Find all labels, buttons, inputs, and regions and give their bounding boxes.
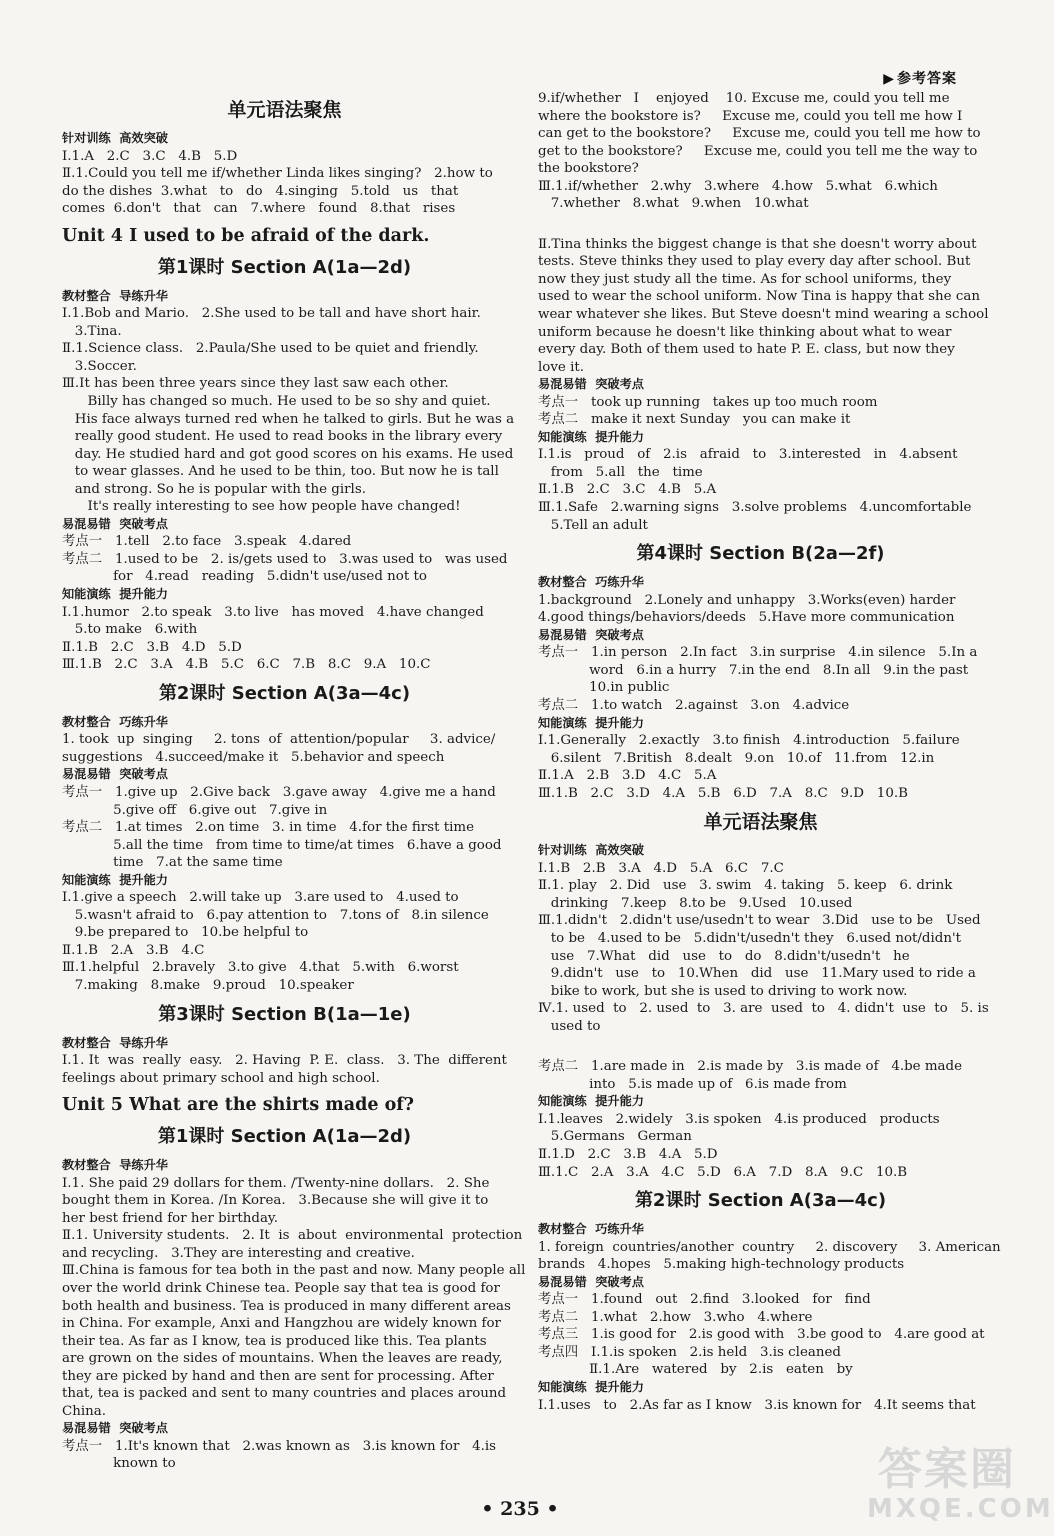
answer-line: her best friend for her birthday. xyxy=(62,1210,278,1226)
subheading: 知能演练 提升能力 xyxy=(538,1380,644,1394)
answer-line: Ⅰ.1.is proud of 2.is afraid to 3.interested in 4.absent xyxy=(538,447,958,463)
u4-section2-title: 第2课时 Section A(3a—4c) xyxy=(158,682,411,704)
answer-block xyxy=(62,148,507,218)
answer-line: Ⅱ.1.Are watered by 2.is eaten by xyxy=(538,1362,853,1378)
subheading: 教材整合 导练升华 xyxy=(62,1035,168,1050)
subheading: 知能演练 提升能力 xyxy=(538,715,644,730)
answer-block xyxy=(538,1239,1001,1274)
answer-line: 9.be prepared to 10.be helpful to xyxy=(62,925,309,941)
answer-block xyxy=(62,784,507,872)
answer-line: 考点三 1.is good for 2.is good with 3.be good to 4.are good at xyxy=(538,1327,985,1343)
answer-line: 7.whether 8.what 9.when 10.what xyxy=(538,196,809,212)
answer-block xyxy=(538,236,989,376)
answer-line: His face always turned red when he talked to girls. But he was a xyxy=(62,411,515,427)
answer-block xyxy=(538,446,983,534)
answer-line: over the world drink Chinese tea. People say that tea is good for xyxy=(62,1280,500,1296)
answer-line: Ⅰ.1.Bob and Mario. 2.She used to be tall and have short hair. xyxy=(62,306,481,322)
answer-line: used to xyxy=(538,1018,601,1034)
answer-line: brands 4.hopes 5.making high-technology products xyxy=(538,1257,905,1273)
subheading: 易混易错 突破考点 xyxy=(538,377,644,392)
answer-line: 考点一 took up running takes up too much room xyxy=(538,394,878,410)
answer-line: to wear glasses. And he used to be thin, too. But now he is tall xyxy=(62,464,499,480)
answer-line: China. xyxy=(62,1403,107,1419)
answer-line: really good student. He used to read books in the library every xyxy=(62,429,503,445)
answer-line: 1. took up singing 2. tons of attention/popular 3. advice/ xyxy=(62,732,496,748)
u4-section1-title: 第1课时 Section A(1a—2d) xyxy=(157,256,412,278)
watermark-logo xyxy=(867,1444,1054,1530)
answer-line: feelings about primary school and high school. xyxy=(62,1070,380,1086)
answer-line: Ⅲ.China is famous for tea both in the past and now. Many people all xyxy=(62,1263,526,1279)
answer-block xyxy=(538,1397,983,1415)
answer-line: they are picked by hand and then are sent for processing. After xyxy=(62,1368,494,1384)
answer-line: Billy has changed so much. He used to be so shy and quiet. xyxy=(62,394,491,410)
answer-line: now they just study all the time. As for school uniforms, they xyxy=(538,271,952,287)
answer-line: 考点二 1.are made in 2.is made by 3.is made of 4.be made xyxy=(538,1059,963,1075)
subheading: 教材整合 巧练升华 xyxy=(62,714,168,729)
subheading: 知能演练 提升能力 xyxy=(62,587,168,602)
grammar-title-left: 单元语法聚焦 xyxy=(227,99,342,121)
answer-line: tests. Steve thinks they used to play every day after school. But xyxy=(538,254,971,270)
answer-line: get to the bookstore? Excuse me, could you tell me the way to xyxy=(538,143,978,159)
answer-line: their tea. As far as I know, tea is produced like this. Tea plants xyxy=(62,1333,487,1349)
answer-line: Ⅲ.1.Safe 2.warning signs 3.solve problems 4.uncomfortable xyxy=(538,500,972,516)
answer-line: 4.good things/behaviors/deeds 5.Have more communication xyxy=(538,610,955,626)
answer-line: Ⅱ.1.A 2.B 3.D 4.C 5.A xyxy=(538,768,717,784)
answer-line: Ⅲ.1.helpful 2.bravely 3.to give 4.that 5.with 6.worst xyxy=(62,960,459,976)
answer-line: 1. foreign countries/another country 2. discovery 3. American xyxy=(538,1239,1001,1255)
answer-line: Ⅱ.1.Science class. 2.Paula/She used to be quiet and friendly. xyxy=(62,341,479,357)
answer-line: 考点一 1.It's known that 2.was known as 3.is known for 4.is xyxy=(62,1438,497,1454)
answer-line: 5.give off 6.give out 7.give in xyxy=(62,802,328,818)
subheading: 教材整合 导练升华 xyxy=(62,288,168,303)
subheading: 教材整合 巧练升华 xyxy=(538,1222,644,1237)
answer-line: to be 4.used to be 5.didn't/usedn't they 6.used not/didn't xyxy=(538,930,962,946)
u4-section4-title: 第4课时 Section B(2a—2f) xyxy=(636,543,885,565)
answer-block xyxy=(62,533,507,586)
answer-line: 考点二 1.used to be 2. is/gets used to 3.was used to was used xyxy=(62,551,508,567)
answer-block xyxy=(62,1438,507,1473)
answer-line: suggestions 4.succeed/make it 5.behavior and speech xyxy=(62,749,445,765)
answer-line: are grown on the sides of mountains. When the leaves are ready, xyxy=(62,1351,503,1367)
answer-line: Ⅱ.1.D 2.C 3.B 4.A 5.D xyxy=(538,1146,718,1162)
answer-line: Ⅰ.1. It was really easy. 2. Having P. E. class. 3. The different xyxy=(62,1053,507,1069)
answer-block xyxy=(538,592,983,627)
answer-line: Ⅳ.1. used to 2. used to 3. are used to 4. didn't use to 5. is xyxy=(538,1001,989,1017)
answer-line: 5.all the time from time to time/at times 6.have a good xyxy=(62,837,502,853)
column-gap xyxy=(538,1035,983,1052)
page-number: • 235 • xyxy=(481,1498,559,1520)
subheading: 针对训练 高效突破 xyxy=(62,131,168,145)
answer-block xyxy=(538,1058,983,1093)
watermark-top: 答案圈 xyxy=(878,1444,1016,1495)
answer-line: known to xyxy=(62,1456,176,1472)
answer-line: both health and business. Tea is produced in many different areas xyxy=(62,1298,511,1314)
answer-line: used to wear the school uniform. Now Tina is happy that she can xyxy=(538,289,980,305)
answer-line: It's really interesting to see how people have changed! xyxy=(62,499,461,515)
answer-line: Ⅱ.1.B 2.C 3.B 4.D 5.D xyxy=(62,639,242,655)
subheading: 知能演练 提升能力 xyxy=(62,872,168,887)
watermark-bottom: MXQE.COM xyxy=(867,1494,1054,1524)
u5-section1-title: 第1课时 Section A(1a—2d) xyxy=(157,1126,412,1148)
answer-block xyxy=(62,305,515,516)
answer-line: and strong. So he is popular with the girls. xyxy=(62,481,366,497)
answer-line: Ⅰ.1.uses to 2.As far as I know 3.is known for 4.It seems that xyxy=(538,1397,976,1413)
answer-line: 考点一 1.tell 2.to face 3.speak 4.dared xyxy=(62,534,352,550)
answer-line: that, tea is packed and sent to many countries and places around xyxy=(62,1386,507,1402)
answer-line: Ⅰ.1. She paid 29 dollars for them. /Twenty-nine dollars. 2. She xyxy=(62,1175,490,1191)
answer-line: 5.Germans German xyxy=(538,1129,692,1145)
answer-block xyxy=(538,90,983,213)
answer-block xyxy=(62,889,507,994)
right-column xyxy=(538,90,1001,1414)
answer-line: 考点二 1.what 2.how 3.who 4.where xyxy=(538,1309,813,1325)
subheading: 易混易错 突破考点 xyxy=(538,1274,644,1289)
answer-line: Ⅰ.1.Generally 2.exactly 3.to finish 4.introduction 5.failure xyxy=(538,733,960,749)
answer-line: 5.to make 6.with xyxy=(62,622,198,638)
subheading: 知能演练 提升能力 xyxy=(538,429,644,444)
answer-line: do the dishes 3.what to do 4.singing 5.told us that xyxy=(62,183,459,199)
answer-line: 5.Tell an adult xyxy=(538,517,648,533)
answer-line: Ⅰ.1.give a speech 2.will take up 3.are used to 4.used to xyxy=(62,890,459,906)
answer-line: into 5.is made up of 6.is made from xyxy=(538,1076,847,1092)
answer-line: time 7.at the same time xyxy=(62,855,283,871)
answer-block xyxy=(538,732,983,802)
answer-line: 6.silent 7.British 8.dealt 9.on 10.of 11.from 12.in xyxy=(538,750,935,766)
answer-key-tag xyxy=(883,68,957,88)
answer-line: 3.Tina. xyxy=(62,323,122,339)
answer-line: Ⅱ.1. University students. 2. It is about environmental protection xyxy=(62,1228,523,1244)
subheading: 易混易错 突破考点 xyxy=(62,1421,168,1436)
answer-line: 考点四 Ⅰ.1.is spoken 2.is held 3.is cleaned xyxy=(538,1344,841,1360)
answer-line: Ⅱ.1. play 2. Did use 3. swim 4. taking 5. keep 6. drink xyxy=(538,878,953,894)
answer-line: comes 6.don't that can 7.where found 8.that rises xyxy=(62,201,456,217)
answer-line: Ⅲ.1.B 2.C 3.D 4.A 5.B 6.D 7.A 8.C 9.D 10.B xyxy=(538,785,908,801)
grammar-title-right: 单元语法聚焦 xyxy=(703,811,818,834)
answer-line: 1.background 2.Lonely and unhappy 3.Works(even) harder xyxy=(538,592,956,608)
answer-block xyxy=(62,1052,507,1087)
answer-block xyxy=(538,644,983,714)
column-gap xyxy=(538,213,983,230)
answer-line: bike to work, but she is used to driving to work now. xyxy=(538,983,908,999)
answer-line: wear whatever she likes. But Steve doesn't mind wearing a school xyxy=(538,307,989,323)
subheading: 易混易错 突破考点 xyxy=(62,767,168,782)
answer-line: love it. xyxy=(538,359,585,375)
answer-line: where the bookstore is? Excuse me, could you tell me how I xyxy=(538,108,963,124)
answer-line: Ⅲ.1.if/whether 2.why 3.where 4.how 5.what 6.which xyxy=(538,178,938,194)
answer-line: 7.making 8.make 9.proud 10.speaker xyxy=(62,977,354,993)
answer-line: can get to the bookstore? Excuse me, could you tell me how to xyxy=(538,126,981,142)
answer-line: in China. For example, Anxi and Hangzhou are widely known for xyxy=(62,1316,501,1332)
answer-line: 10.in public xyxy=(538,680,670,696)
answer-line: 考点二 1.to watch 2.against 3.on 4.advice xyxy=(538,697,850,713)
page-number-value: 235 xyxy=(500,1498,540,1520)
answer-line: from 5.all the time xyxy=(538,464,703,480)
unit4-title: Unit 4 I used to be afraid of the dark. xyxy=(62,225,430,246)
answer-key-label: 参考答案 xyxy=(897,71,957,87)
answer-line: the bookstore? xyxy=(538,161,639,177)
subheading: 教材整合 导练升华 xyxy=(62,1158,168,1173)
u4-section3-title: 第3课时 Section B(1a—1e) xyxy=(158,1003,411,1025)
answer-line: bought them in Korea. /In Korea. 3.Because she will give it to xyxy=(62,1193,489,1209)
answer-line: Ⅰ.1.A 2.C 3.C 4.B 5.D xyxy=(62,148,238,164)
answer-line: Ⅱ.1.B 2.A 3.B 4.C xyxy=(62,942,205,958)
subheading: 知能演练 提升能力 xyxy=(538,1094,644,1109)
answer-line: 9.if/whether I enjoyed 10. Excuse me, could you tell me xyxy=(538,91,950,106)
u5-section2-title: 第2课时 Section A(3a—4c) xyxy=(634,1190,887,1212)
triangle-icon: ▶ xyxy=(883,71,895,87)
left-column xyxy=(62,90,526,1473)
answer-line: Ⅱ.1.Could you tell me if/whether Linda likes singing? 2.how to xyxy=(62,166,493,182)
answer-line: drinking 7.keep 8.to be 9.Used 10.used xyxy=(538,895,853,911)
answer-line: 5.wasn't afraid to 6.pay attention to 7.tons of 8.in silence xyxy=(62,907,489,923)
answer-line: Ⅲ.1.B 2.C 3.A 4.B 5.C 6.C 7.B 8.C 9.A 10.C xyxy=(62,657,431,673)
answer-line: use 7.What did use to do 8.didn't/usedn't he xyxy=(538,948,910,964)
answer-line: for 4.read reading 5.didn't use/used not to xyxy=(62,569,427,585)
answer-line: 9.didn't use to 10.When did use 11.Mary used to ride a xyxy=(538,966,976,982)
answer-line: Ⅲ.It has been three years since they last saw each other. xyxy=(62,376,449,392)
answer-block xyxy=(62,731,507,766)
answer-line: word 6.in a hurry 7.in the end 8.In all 9.in the past xyxy=(538,662,969,678)
answer-block xyxy=(538,394,983,429)
subheading: 针对训练 高效突破 xyxy=(538,843,644,858)
answer-line: every day. Both of them used to hate P. E. class, but now they xyxy=(538,342,955,358)
answer-line: 考点一 1.in person 2.In fact 3.in surprise 4.in silence 5.In a xyxy=(538,645,978,661)
subheading: 教材整合 巧练升华 xyxy=(538,575,644,590)
answer-line: 考点二 1.at times 2.on time 3. in time 4.for the first time xyxy=(62,820,475,836)
answer-block xyxy=(538,1291,983,1379)
answer-line: and recycling. 3.They are interesting and creative. xyxy=(62,1245,415,1261)
answer-line: day. He studied hard and got good scores on his exams. He used xyxy=(62,446,514,462)
answer-block xyxy=(538,1111,983,1181)
answer-line: 考点一 1.give up 2.Give back 3.gave away 4.give me a hand xyxy=(62,784,496,800)
answer-line: Ⅲ.1.C 2.A 3.A 4.C 5.D 6.A 7.D 8.A 9.C 10.B xyxy=(538,1164,908,1180)
answer-block xyxy=(62,604,507,674)
answer-line: Ⅰ.1.leaves 2.widely 3.is spoken 4.is produced products xyxy=(538,1111,940,1127)
answer-line: 3.Soccer. xyxy=(62,358,137,374)
unit5-title: Unit 5 What are the shirts made of? xyxy=(62,1095,415,1116)
answer-line: Ⅱ.Tina thinks the biggest change is that she doesn't worry about xyxy=(538,236,977,252)
answer-line: Ⅲ.1.didn't 2.didn't use/usedn't to wear 3.Did use to be Used xyxy=(538,913,981,929)
answer-line: 考点二 make it next Sunday you can make it xyxy=(538,412,851,428)
subheading: 易混易错 突破考点 xyxy=(538,627,644,642)
answer-block xyxy=(538,860,989,1035)
answer-block xyxy=(62,1175,526,1421)
answer-line: 考点一 1.found out 2.find 3.looked for find xyxy=(538,1292,871,1308)
subheading: 易混易错 突破考点 xyxy=(62,516,168,531)
answer-line: Ⅱ.1.B 2.C 3.C 4.B 5.A xyxy=(538,482,717,498)
answer-line: Ⅰ.1.B 2.B 3.A 4.D 5.A 6.C 7.C xyxy=(538,860,784,876)
answer-line: Ⅰ.1.humor 2.to speak 3.to live has moved 4.have changed xyxy=(62,604,484,620)
answer-line: uniform because he doesn't like thinking about what to wear xyxy=(538,324,952,340)
